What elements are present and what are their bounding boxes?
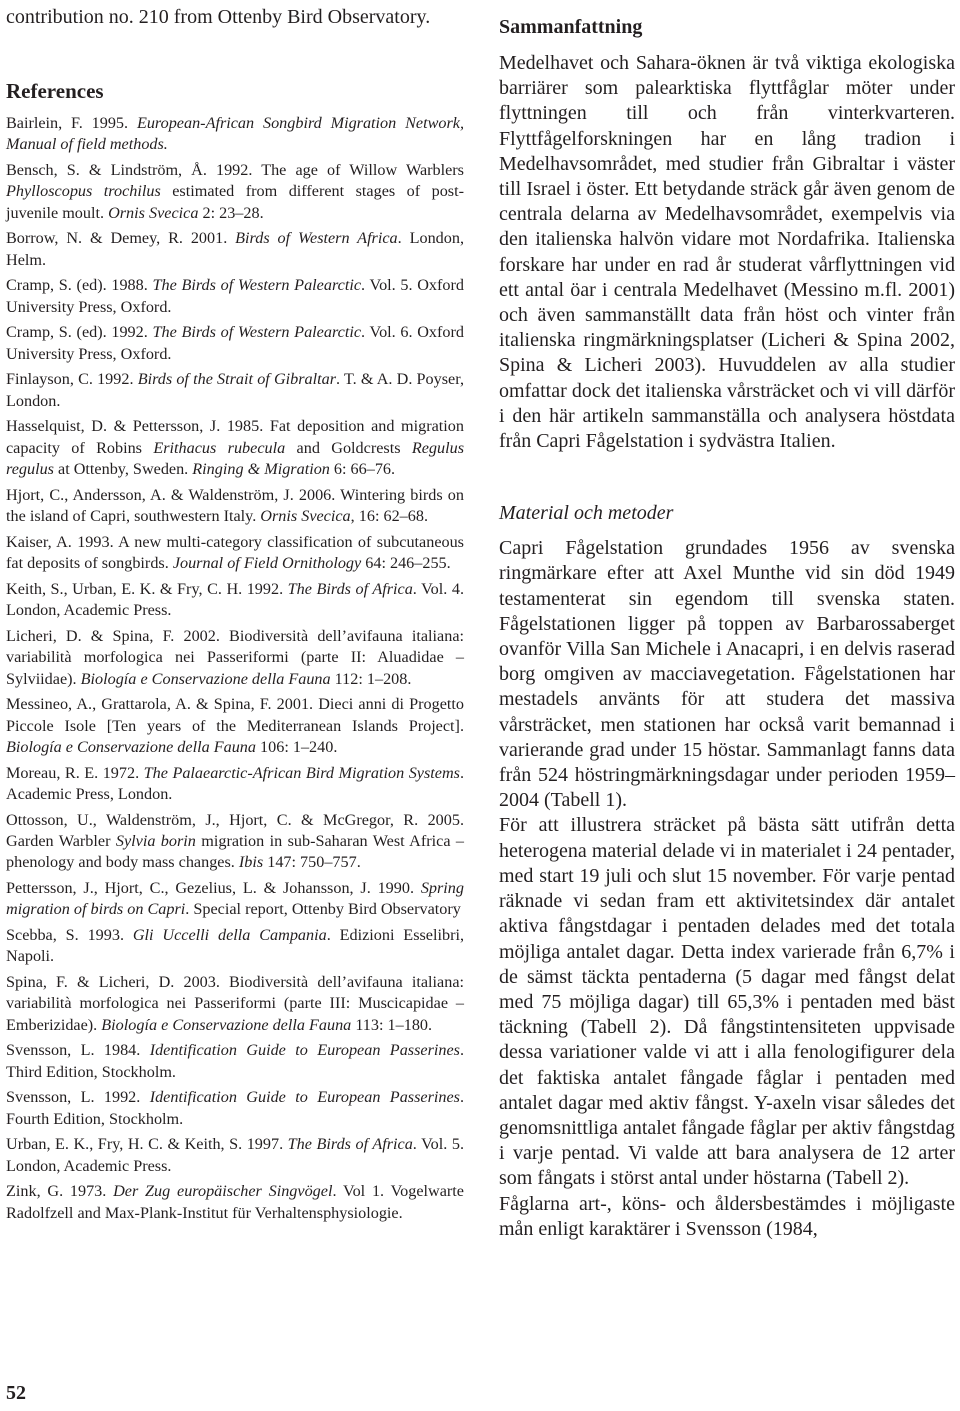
reference-italic-text: The Palaearctic-African Bird Migration Systems bbox=[143, 763, 460, 782]
reference-text: . Edizioni Esselibri, Napoli. bbox=[6, 926, 464, 966]
reference-text: . Vol. 4. London, Academic Press. bbox=[6, 579, 464, 620]
reference-text: Licheri, D. & Spina, F. 2002. Biodiversità dell’avifauna italiana: variabilità morfologica nei Passeriformi (parte II: Aluadidae – Sylviidae). bbox=[6, 626, 464, 688]
reference-entry bbox=[6, 322, 464, 365]
reference-entry bbox=[6, 1040, 464, 1083]
reference-entry bbox=[6, 1087, 464, 1130]
methods-paragraph: Capri Fågelstation grundades 1956 av svenska ringmärkare efter att Axel Munthe vid sin död 1949 testamenterat sin egendom till svenska staten. Fågelstationen ligger på toppen av Barbarossaberget ovanför Villa San Michele i Anacapri, i en delvis raserad borg omgiven av macciavegetation. Fågelstationen har mestadels använts för att studera det massiva vårsträcket, men stationen har också varit bemannad i varierande grad under 15 höstar. Sammanlagt fanns data från 524 höstringmärkningsdagar under perioden 1959–2004 (Tabell 1). bbox=[499, 537, 955, 812]
reference-italic-text: The Birds of Africa bbox=[287, 1135, 413, 1154]
reference-entry bbox=[6, 763, 464, 806]
reference-text: Messineo, A., Grattarola, A. & Spina, F. 2001. Dieci anni di Progetto Piccole Isole [Ten years of the Mediterranean Islands Project]. bbox=[6, 695, 464, 735]
reference-text: 64: 246–255. bbox=[361, 554, 451, 573]
left-column bbox=[6, 0, 464, 1228]
reference-italic-text: Birds of Western Africa bbox=[235, 229, 398, 248]
reference-text: . Academic Press, London. bbox=[6, 763, 464, 804]
reference-italic-text: Der Zug europäischer Singvögel bbox=[113, 1182, 333, 1201]
reference-entry bbox=[6, 626, 464, 690]
reference-text: Finlayson, C. 1992. bbox=[6, 370, 138, 389]
reference-text: Hasselquist, D. & Pettersson, J. 1985. Fat deposition and migration capacity of Robins bbox=[6, 417, 464, 457]
reference-text: 6: 66–76. bbox=[329, 460, 396, 479]
reference-italic-text: Birds of the Strait of Gibraltar bbox=[137, 370, 337, 389]
reference-italic-text: Ornis Svecica bbox=[108, 203, 199, 222]
reference-italic-text: Ornis Svecica bbox=[260, 507, 351, 526]
reference-text: Scebba, S. 1993. bbox=[6, 926, 133, 945]
reference-list bbox=[6, 113, 464, 1224]
reference-italic-text: Gli Uccelli della Campania bbox=[132, 926, 327, 945]
reference-entry bbox=[6, 1181, 464, 1224]
reference-text: migration in sub-Saharan West Africa – phenology and body mass changes. bbox=[6, 832, 464, 872]
reference-italic-text: Ringing & Migration bbox=[192, 460, 330, 479]
reference-text: . Vol. 5. London, Academic Press. bbox=[6, 1135, 464, 1175]
reference-text: Bairlein, F. 1995. bbox=[6, 114, 137, 132]
reference-entry bbox=[6, 1134, 464, 1177]
reference-text: Svensson, L. 1984. bbox=[6, 1041, 150, 1060]
reference-italic-text: Journal of Field Ornithology bbox=[172, 554, 362, 573]
methods-heading: Material och metoder bbox=[499, 502, 674, 525]
reference-entry bbox=[6, 485, 464, 528]
reference-text: 113: 1–180. bbox=[351, 1015, 433, 1034]
reference-text: . Fourth Edition, Stockholm. bbox=[6, 1088, 464, 1128]
summary-paragraph: Medelhavet och Sahara-öknen är två viktiga ekologiska barriärer som palearktiska flyttfåglar möter under flyttningen till och från vinterkvarteren. Flyttfågelforskningen har en lång tradion i Medelhavsområdet, med studier från Gibraltar i väster till Israel i öster. Ett betydande sträck går även genom de centrala delarna av Medelhavsområdet, exempelvis via den italienska halvön vidare mot Nordafrika. Italienska forskare har under en rad år studerat vårflyttningen vid ett antal öar i centrala Medelhavet (Messino m.fl. 2001) och även sammanställt data från höst och vinter från italienska ringmärkningsplatser (Licheri & Spina 2002, Spina & Licheri 2003). Huvuddelen av alla studier omfattar dock det italienska vårsträcket och vi vill därför i den här artikeln sammanställa och analysera höstdata från Capri Fågelstation i sydvästra Italien. bbox=[499, 52, 955, 453]
reference-text: Borrow, N. & Demey, R. 2001. bbox=[6, 229, 236, 248]
reference-text: Spina, F. & Licheri, D. 2003. Biodiversità dell’avifauna italiana: variabilità morfologica nei Passeriformi (parte III: Muscicapidae – Emberizidae). bbox=[6, 973, 464, 1034]
reference-italic-text: Phylloscopus trochilus bbox=[6, 182, 161, 201]
reference-text: , 16: 62–68. bbox=[350, 507, 428, 526]
methods-paragraph: Fåglarna art-, köns- och åldersbestämdes i möjligaste mån enligt karaktärer i Svensson (1984, bbox=[499, 1192, 955, 1240]
reference-italic-text: Identification Guide to European Passerines bbox=[149, 1088, 460, 1107]
references-heading: References bbox=[6, 79, 104, 103]
reference-entry bbox=[6, 113, 464, 156]
reference-italic-text: Ibis bbox=[238, 853, 264, 872]
reference-text: Svensson, L. 1992. bbox=[6, 1088, 150, 1107]
reference-italic-text: Regulus regulus bbox=[6, 438, 464, 479]
methods-paragraph: För att illustrera sträcket på bästa sätt utifrån detta heterogena material delade vi in materialet i 24 pentader, med start 19 juli och slut 15 november. För varje pentad räknade vi sedan fram ett aktivitetsindex där antalet aktiva fångstdagar i pentaden delades med det totala möjliga antalet dagar. Detta index varierade från 6,7% i de sämst täckta pentaderna (5 dagar med fångst delat med 75 möjliga dagar) till 65,3% i pentaden med bäst täckning (Tabell 2). Då fångstintensiteten uppvisade dessa variationer valde vi att i alla fenologifigurer dela det faktiska antalet fångade fåglar i pentaden med antalet dagar med aktiv fångst. Y-axeln visar således det genomsnittliga antalet fångade fåglar per aktiv fångstdag i varje pentad. Vi valde att bara analysera de 12 arter som fångats i störst antal under höstarna (Tabell 2). bbox=[499, 814, 955, 1190]
reference-text: estimated from different stages of post-juvenile moult. bbox=[6, 182, 464, 222]
reference-text: 147: 750–757. bbox=[263, 853, 361, 872]
reference-text: Kaiser, A. 1993. A new multi-category classification of subcutaneous fat deposits of songbirds. bbox=[6, 532, 464, 573]
summary-heading: Sammanfattning bbox=[499, 16, 643, 38]
reference-text: 112: 1–208. bbox=[330, 669, 412, 688]
reference-italic-text: Erithacus rubecula bbox=[153, 438, 286, 457]
reference-text: Bensch, S. & Lindström, Å. 1992. The age of Willow Warblers bbox=[6, 161, 464, 179]
reference-italic-text: Biología e Conservazione della Fauna bbox=[80, 669, 331, 688]
reference-entry bbox=[6, 228, 464, 271]
reference-text: Pettersson, J., Hjort, C., Gezelius, L. & Johansson, J. 1990. bbox=[6, 879, 421, 898]
reference-entry bbox=[6, 810, 464, 874]
reference-text: Moreau, R. E. 1972. bbox=[6, 763, 144, 782]
reference-entry bbox=[6, 275, 464, 318]
reference-text: . T. & A. D. Poyser, London. bbox=[6, 370, 465, 410]
reference-italic-text: European-African Songbird Migration Network, Manual of field methods. bbox=[6, 114, 464, 154]
reference-text: 106: 1–240. bbox=[255, 738, 338, 757]
reference-text: . Vol 1. Vogelwarte Radolfzell and Max-Plank-Institut für Verhaltensphysiologie. bbox=[6, 1182, 464, 1222]
reference-text: Keith, S., Urban, E. K. & Fry, C. H. 1992. bbox=[6, 579, 288, 598]
reference-text: Zink, G. 1973. bbox=[6, 1182, 114, 1201]
reference-italic-text: Biología e Conservazione della Fauna bbox=[6, 738, 256, 757]
right-column bbox=[499, 0, 955, 1242]
reference-entry bbox=[6, 878, 464, 921]
reference-entry bbox=[6, 925, 464, 968]
reference-entry bbox=[6, 160, 464, 224]
reference-entry bbox=[6, 416, 464, 480]
reference-text: . Third Edition, Stockholm. bbox=[6, 1041, 464, 1081]
reference-italic-text: The Birds of Western Palearctic bbox=[152, 276, 362, 295]
reference-text: Hjort, C., Andersson, A. & Waldenström, J. 2006. Wintering birds on the island of Capri, southwestern Italy. bbox=[6, 485, 464, 526]
reference-text: and Goldcrests bbox=[285, 438, 412, 457]
reference-italic-text: Biología e Conservazione della Fauna bbox=[101, 1015, 352, 1034]
reference-italic-text: Identification Guide to European Passerines bbox=[149, 1041, 460, 1060]
page-number: 52 bbox=[6, 1382, 26, 1404]
reference-text: Cramp, S. (ed). 1988. bbox=[6, 276, 153, 295]
reference-text: 2: 23–28. bbox=[198, 203, 264, 222]
reference-text: Ottosson, U., Waldenström, J., Hjort, C. & McGregor, R. 2005. Garden Warbler bbox=[6, 810, 464, 851]
reference-text: . Vol. 6. Oxford University Press, Oxford. bbox=[6, 323, 464, 363]
reference-text: at Ottenby, Sweden. bbox=[53, 460, 193, 479]
intro-text: contribution no. 210 from Ottenby Bird Observatory. bbox=[6, 6, 431, 28]
reference-text: . Special report, Ottenby Bird Observatory bbox=[185, 900, 461, 919]
reference-entry bbox=[6, 532, 464, 575]
reference-text: Cramp, S. (ed). 1992. bbox=[6, 323, 153, 342]
reference-text: Urban, E. K., Fry, H. C. & Keith, S. 1997. bbox=[6, 1135, 288, 1154]
reference-text: . London, Helm. bbox=[6, 229, 464, 269]
reference-entry bbox=[6, 694, 464, 758]
reference-italic-text: Sylvia borin bbox=[115, 832, 196, 851]
reference-entry bbox=[6, 972, 464, 1036]
reference-entry bbox=[6, 369, 464, 412]
reference-text: . Vol. 5. Oxford University Press, Oxford. bbox=[6, 276, 464, 316]
reference-entry bbox=[6, 579, 464, 622]
reference-italic-text: The Birds of Western Palearctic bbox=[152, 323, 362, 342]
reference-italic-text: The Birds of Africa bbox=[287, 579, 413, 598]
reference-italic-text: Spring migration of birds on Capri bbox=[6, 879, 464, 919]
